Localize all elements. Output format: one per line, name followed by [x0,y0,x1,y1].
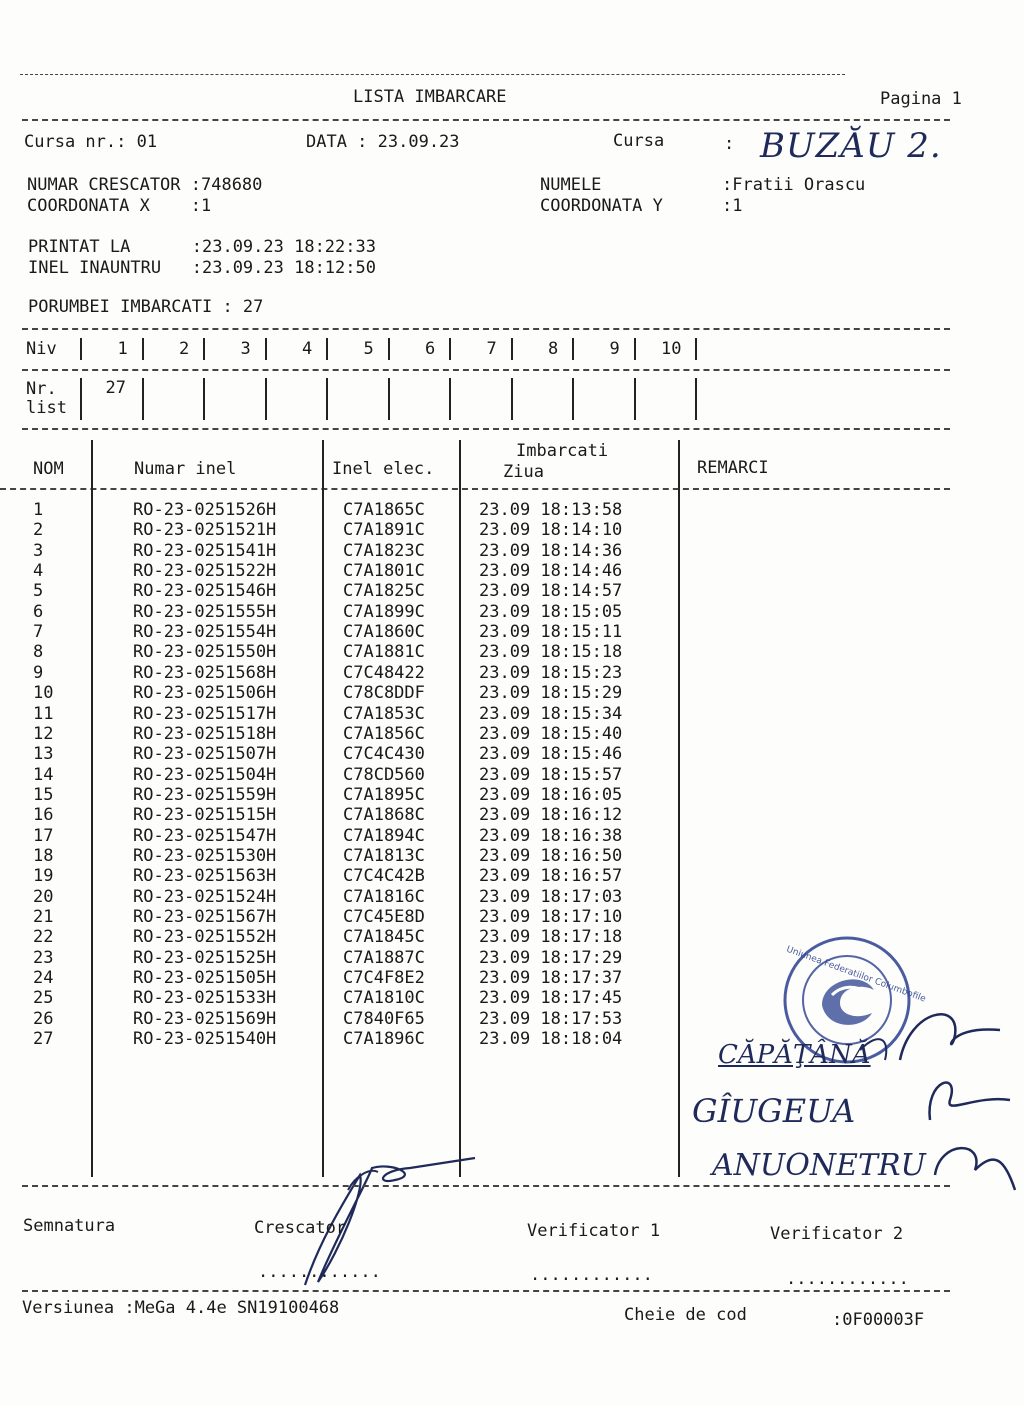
cursa-number: Cursa nr.: 01 [24,132,158,152]
row-boarded-time: 23.09 18:15:40 [479,723,623,744]
niv-level: 6 [425,339,436,359]
row-boarded-time: 23.09 18:16:38 [479,825,623,846]
row-boarded-time: 23.09 18:14:10 [479,520,623,541]
row-electronic-ring: C7A1868C [343,805,425,826]
cursa-label: Cursa [613,131,665,151]
row-electronic-ring: C7A1895C [343,784,425,805]
row-electronic-ring: C7C45E8D [343,907,425,927]
row-nom: 3 [33,540,44,561]
niv-level: 10 [661,339,682,359]
coordinate-x: COORDONATA X :1 [27,196,212,216]
row-ring-number: RO-23-0251563H [133,866,277,887]
nr-list-count: 27 [105,378,126,398]
row-ring-number: RO-23-0251506H [133,683,277,704]
row-electronic-ring: C7A1891C [343,520,425,541]
code-key-value: :0F00003F [832,1310,925,1330]
code-key-label: Cheie de cod [624,1305,747,1325]
niv-level: 5 [363,339,374,359]
ring-inside: INEL INAUNTRU :23.09.23 18:12:50 [28,258,376,278]
row-boarded-time: 23.09 18:15:34 [479,703,623,724]
row-nom: 25 [33,988,54,1009]
handwritten-name-2: GÎUGEUA [692,1092,856,1130]
row-nom: 23 [33,947,54,968]
row-electronic-ring: C7A1860C [343,622,425,643]
row-electronic-ring: C7A1894C [343,825,425,846]
row-boarded-time: 23.09 18:16:12 [479,805,623,826]
row-boarded-time: 23.09 18:14:57 [479,581,623,602]
row-nom: 10 [33,683,54,704]
row-boarded-time: 23.09 18:13:58 [479,500,623,520]
row-electronic-ring: C7C48422 [343,662,425,683]
row-ring-number: RO-23-0251525H [133,947,277,968]
document-title: LISTA IMBARCARE [353,87,507,107]
row-electronic-ring: C7C4C42B [343,866,425,887]
row-nom: 20 [33,886,54,907]
breeder-number: NUMAR CRESCATOR :748680 [27,175,263,195]
row-ring-number: RO-23-0251533H [133,988,277,1009]
row-ring-number: RO-23-0251517H [133,703,277,724]
verifier-1-dots: ............ [530,1265,653,1285]
row-nom: 18 [33,845,54,866]
row-nom: 1 [33,500,44,520]
pigeons-boarded: PORUMBEI IMBARCATI : 27 [28,297,264,317]
row-boarded-time: 23.09 18:18:04 [479,1029,623,1050]
page-number: Pagina 1 [880,89,962,109]
row-electronic-ring: C7A1825C [343,581,425,602]
row-boarded-time: 23.09 18:17:29 [479,947,623,968]
handwritten-name-3: ANUONETRU [712,1148,926,1183]
row-ring-number: RO-23-0251547H [133,825,277,846]
cursa-colon: : [724,134,735,154]
row-electronic-ring: C7C4F8E2 [343,968,425,989]
col-numar-inel: Numar inel [134,459,237,479]
name-value: :Fratii Orascu [722,175,866,195]
row-ring-number: RO-23-0251505H [133,968,277,989]
row-electronic-ring: C7A1899C [343,601,425,622]
niv-level: 7 [486,339,497,359]
row-nom: 14 [33,764,54,785]
printed-at: PRINTAT LA :23.09.23 18:22:33 [28,237,376,257]
col-nom: NOM [33,459,64,479]
row-electronic-ring: C7C4C430 [343,744,425,765]
row-nom: 12 [33,723,54,744]
row-ring-number: RO-23-0251507H [133,744,277,765]
row-electronic-ring: C7840F65 [343,1008,425,1029]
row-nom: 22 [33,927,54,948]
row-boarded-time: 23.09 18:14:36 [479,540,623,561]
footer-top-divider [22,1185,950,1187]
name-label: NUMELE [540,175,602,195]
breeder-signature-dots: ............ [258,1262,381,1282]
niv-level: 9 [609,339,620,359]
stamp-text: Uniunea Federatiilor Columbofile [784,944,927,1005]
col-imbarcati: Imbarcati [516,441,609,461]
row-nom: 2 [33,520,44,541]
row-ring-number: RO-23-0251555H [133,601,277,622]
list-label: list [26,398,67,418]
row-ring-number: RO-23-0251526H [133,500,277,520]
row-boarded-time: 23.09 18:15:29 [479,683,623,704]
row-nom: 16 [33,805,54,826]
row-ring-number: RO-23-0251552H [133,927,277,948]
row-nom: 13 [33,744,54,765]
row-electronic-ring: C7A1845C [343,927,425,948]
coordinate-y-label: COORDONATA Y [540,196,663,216]
row-electronic-ring: C7A1801C [343,561,425,582]
row-boarded-time: 23.09 18:17:18 [479,927,623,948]
row-ring-number: RO-23-0251559H [133,784,277,805]
niv-level: 4 [302,339,313,359]
row-boarded-time: 23.09 18:17:37 [479,968,623,989]
row-nom: 21 [33,907,54,927]
row-boarded-time: 23.09 18:16:57 [479,866,623,887]
race-date: DATA : 23.09.23 [306,132,460,152]
col-remarci: REMARCI [697,458,769,478]
row-electronic-ring: C7A1813C [343,845,425,866]
row-ring-number: RO-23-0251540H [133,1029,277,1050]
row-electronic-ring: C7A1810C [343,988,425,1009]
signature-label: Semnatura [23,1216,116,1236]
row-ring-number: RO-23-0251524H [133,886,277,907]
row-ring-number: RO-23-0251554H [133,622,277,643]
row-electronic-ring: C7A1881C [343,642,425,663]
software-version: Versiunea :MeGa 4.4e SN19100468 [22,1298,340,1318]
row-ring-number: RO-23-0251504H [133,764,277,785]
row-boarded-time: 23.09 18:17:45 [479,988,623,1009]
row-nom: 4 [33,561,44,582]
breeder-signature-label: Crescator [254,1218,347,1238]
row-electronic-ring: C7A1856C [343,723,425,744]
row-ring-number: RO-23-0251522H [133,561,277,582]
cursa-handwritten: BUZĂU 2. [760,126,942,166]
row-ring-number: RO-23-0251567H [133,907,277,927]
row-ring-number: RO-23-0251550H [133,642,277,663]
row-boarded-time: 23.09 18:17:10 [479,907,623,927]
row-ring-number: RO-23-0251546H [133,581,277,602]
row-electronic-ring: C7A1896C [343,1029,425,1050]
row-nom: 9 [33,662,44,683]
row-electronic-ring: C7A1816C [343,886,425,907]
row-nom: 7 [33,622,44,643]
row-boarded-time: 23.09 18:15:18 [479,642,623,663]
row-boarded-time: 23.09 18:15:05 [479,601,623,622]
row-nom: 8 [33,642,44,663]
niv-level: 2 [179,339,190,359]
row-nom: 6 [33,601,44,622]
row-electronic-ring: C7A1887C [343,947,425,968]
coordinate-y-value: :1 [722,196,743,216]
row-ring-number: RO-23-0251515H [133,805,277,826]
col-ziua: Ziua [503,462,544,482]
row-nom: 24 [33,968,54,989]
row-ring-number: RO-23-0251521H [133,520,277,541]
row-ring-number: RO-23-0251530H [133,845,277,866]
verifier-2-label: Verificator 2 [770,1224,904,1244]
row-boarded-time: 23.09 18:16:05 [479,784,623,805]
row-nom: 27 [33,1029,54,1050]
niv-level: 8 [548,339,559,359]
row-nom: 11 [33,703,54,724]
verifier-1-label: Verificator 1 [527,1221,661,1241]
niv-level: 3 [240,339,251,359]
row-nom: 15 [33,784,54,805]
row-electronic-ring: C7A1823C [343,540,425,561]
row-electronic-ring: C78CD560 [343,764,425,785]
row-boarded-time: 23.09 18:15:23 [479,662,623,683]
row-electronic-ring: C78C8DDF [343,683,425,704]
verifier-2-dots: ............ [786,1269,909,1289]
nr-label: Nr. [26,379,57,399]
footer-bottom-divider [22,1290,950,1292]
row-ring-number: RO-23-0251541H [133,540,277,561]
row-ring-number: RO-23-0251569H [133,1008,277,1029]
row-boarded-time: 23.09 18:15:46 [479,744,623,765]
row-electronic-ring: C7A1865C [343,500,425,520]
row-ring-number: RO-23-0251518H [133,723,277,744]
row-nom: 19 [33,866,54,887]
niv-label: Niv [26,339,57,359]
row-electronic-ring: C7A1853C [343,703,425,724]
row-boarded-time: 23.09 18:14:46 [479,561,623,582]
row-boarded-time: 23.09 18:15:11 [479,622,623,643]
niv-level: 1 [117,339,128,359]
row-nom: 5 [33,581,44,602]
row-boarded-time: 23.09 18:17:03 [479,886,623,907]
col-inel-elec: Inel elec. [332,459,435,479]
row-nom: 17 [33,825,54,846]
row-boarded-time: 23.09 18:16:50 [479,845,623,866]
row-boarded-time: 23.09 18:17:53 [479,1008,623,1029]
row-ring-number: RO-23-0251568H [133,662,277,683]
row-nom: 26 [33,1008,54,1029]
row-boarded-time: 23.09 18:15:57 [479,764,623,785]
handwritten-name-1: CĂPĂŢÂNĂ [718,1040,871,1070]
